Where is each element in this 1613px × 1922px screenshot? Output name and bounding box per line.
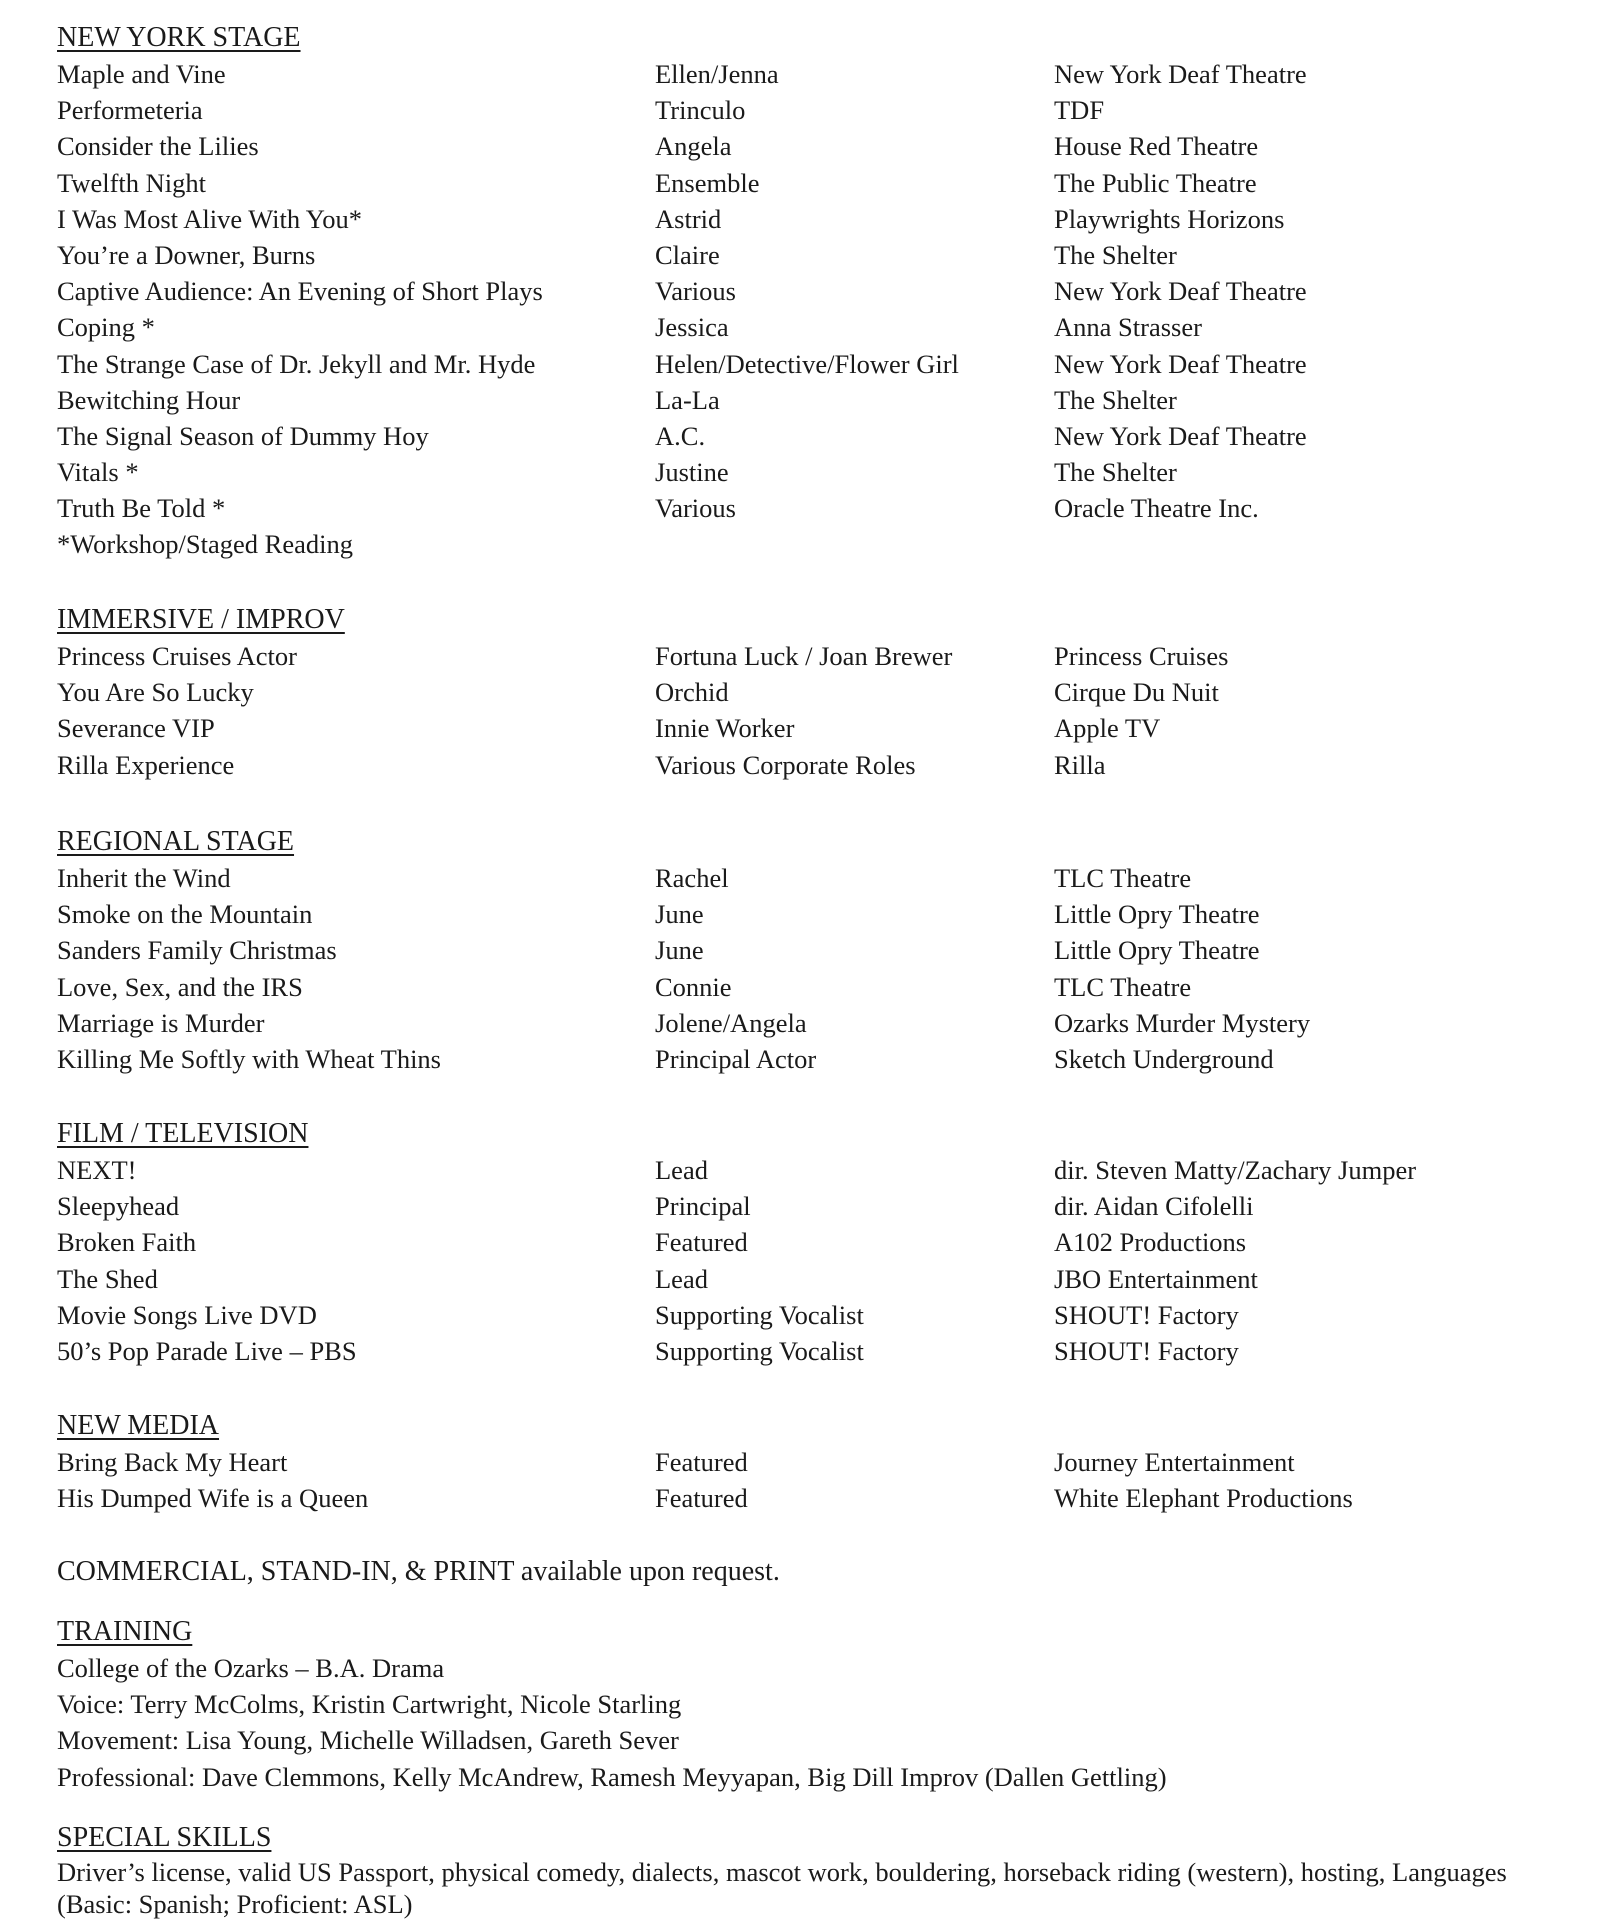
credit-title: You Are So Lucky <box>57 677 254 708</box>
credit-row <box>57 1333 1577 1369</box>
credit-company: dir. Steven Matty/Zachary Jumper <box>1054 1155 1417 1185</box>
credit-role: Featured <box>655 1483 748 1514</box>
credit-row <box>57 346 1577 382</box>
credit-title: Coping * <box>57 312 155 343</box>
credit-role: Featured <box>655 1227 748 1258</box>
section-heading: FILM / TELEVISION <box>57 1118 309 1149</box>
credit-role: Featured <box>655 1447 748 1477</box>
credit-role: Lead <box>655 1155 708 1185</box>
credit-role: Various Corporate Roles <box>655 749 916 780</box>
credit-title: Marriage is Murder <box>57 1007 265 1038</box>
credit-title: Vitals * <box>57 457 139 488</box>
credit-row <box>57 273 1577 309</box>
credit-role: Various <box>655 276 736 307</box>
credit-role: Supporting Vocalist <box>655 1335 864 1366</box>
credits-table <box>57 1152 1577 1369</box>
credit-row <box>57 309 1577 345</box>
credit-row <box>57 747 1577 783</box>
training-line: College of the Ozarks – B.A. Drama <box>57 1653 445 1683</box>
credit-row <box>57 201 1577 237</box>
credit-role: Claire <box>655 239 720 270</box>
credit-title: Bewitching Hour <box>57 384 241 415</box>
credit-row <box>57 454 1577 490</box>
training-line: Professional: Dave Clemmons, Kelly McAndrew, Ramesh Meyyapan, Big Dill Improv (Dallen Gettling) <box>57 1761 1167 1792</box>
credit-company: New York Deaf Theatre <box>1054 420 1307 451</box>
credit-title: Love, Sex, and the IRS <box>57 971 303 1002</box>
section-heading: IMMERSIVE / IMPROV <box>57 604 345 635</box>
credit-row <box>57 674 1577 710</box>
section-heading: NEW MEDIA <box>57 1410 220 1441</box>
credits-table <box>57 638 1577 783</box>
credit-role: Justine <box>655 457 729 488</box>
credit-role: Helen/Detective/Flower Girl <box>655 348 959 379</box>
credit-title: Killing Me Softly with Wheat Thins <box>57 1043 441 1074</box>
credit-row <box>57 710 1577 746</box>
credit-row <box>57 1041 1577 1077</box>
credit-title: Truth Be Told * <box>57 493 226 524</box>
credit-role: Orchid <box>655 677 729 708</box>
credit-company: House Red Theatre <box>1054 131 1259 162</box>
credit-title: You’re a Downer, Burns <box>57 239 316 270</box>
credit-company: New York Deaf Theatre <box>1054 276 1307 307</box>
credit-role: Fortuna Luck / Joan Brewer <box>655 641 953 671</box>
credit-row <box>57 1480 1577 1516</box>
credit-row <box>57 896 1577 932</box>
credit-row <box>57 1261 1577 1297</box>
credit-company: White Elephant Productions <box>1054 1483 1353 1514</box>
credit-row <box>57 1188 1577 1224</box>
section-new-york-stage <box>57 20 1577 562</box>
credit-row <box>57 237 1577 273</box>
credit-company: dir. Aidan Cifolelli <box>1054 1191 1254 1222</box>
credit-role: Trinculo <box>655 95 746 126</box>
credit-row <box>57 165 1577 201</box>
credit-title: The Shed <box>57 1263 158 1294</box>
credit-title: 50’s Pop Parade Live – PBS <box>57 1335 357 1366</box>
credit-company: Ozarks Murder Mystery <box>1054 1007 1311 1038</box>
credit-title: Smoke on the Mountain <box>57 899 313 930</box>
section-special-skills <box>57 1820 1577 1920</box>
credit-role: A.C. <box>655 420 706 451</box>
credit-company: Little Opry Theatre <box>1054 899 1260 930</box>
credit-company: TLC Theatre <box>1054 971 1192 1002</box>
credit-role: Lead <box>655 1263 708 1294</box>
training-line: Voice: Terry McColms, Kristin Cartwright, Nicole Starling <box>57 1689 682 1720</box>
credit-row <box>57 56 1577 92</box>
credit-title: Performeteria <box>57 95 203 126</box>
training-line: Movement: Lisa Young, Michelle Willadsen, Gareth Sever <box>57 1725 679 1756</box>
credit-company: Journey Entertainment <box>1054 1447 1295 1477</box>
credit-company: Apple TV <box>1054 713 1161 744</box>
credit-title: Princess Cruises Actor <box>57 641 297 671</box>
credit-role: June <box>655 935 704 966</box>
credit-role: La-La <box>655 384 720 415</box>
credit-row <box>57 490 1577 526</box>
credit-row <box>57 418 1577 454</box>
credit-company: TDF <box>1054 95 1105 126</box>
credit-role: Rachel <box>655 863 729 893</box>
credit-title: Sanders Family Christmas <box>57 935 337 966</box>
credit-title: Severance VIP <box>57 713 215 744</box>
credit-role: Jolene/Angela <box>655 1007 807 1038</box>
credit-company: JBO Entertainment <box>1054 1263 1258 1294</box>
credit-company: The Shelter <box>1054 457 1177 488</box>
section-film-television <box>57 1116 1577 1369</box>
credit-role: Supporting Vocalist <box>655 1299 864 1330</box>
credit-company: The Shelter <box>1054 384 1177 415</box>
credit-company: The Public Theatre <box>1054 167 1257 198</box>
section-heading: NEW YORK STAGE <box>57 22 301 53</box>
credit-row <box>57 382 1577 418</box>
credit-company: Little Opry Theatre <box>1054 935 1260 966</box>
credit-role: June <box>655 899 704 930</box>
credit-row <box>57 638 1577 674</box>
credit-row <box>57 932 1577 968</box>
section-heading: SPECIAL SKILLS <box>57 1822 272 1853</box>
credits-table <box>57 1444 1577 1516</box>
credit-row <box>57 128 1577 164</box>
credit-role: Principal Actor <box>655 1043 817 1074</box>
credit-role: Innie Worker <box>655 713 795 744</box>
credit-title: Movie Songs Live DVD <box>57 1299 317 1330</box>
credit-company: Rilla <box>1054 749 1106 780</box>
credit-row <box>57 92 1577 128</box>
credit-title: Inherit the Wind <box>57 863 231 893</box>
credit-company: Playwrights Horizons <box>1054 203 1285 234</box>
credit-title: Maple and Vine <box>57 59 226 89</box>
credit-company: Cirque Du Nuit <box>1054 677 1219 708</box>
section-heading: TRAINING <box>57 1616 193 1647</box>
credit-company: New York Deaf Theatre <box>1054 348 1307 379</box>
section-immersive-improv <box>57 602 1577 783</box>
credit-company: SHOUT! Factory <box>1054 1299 1239 1330</box>
credit-company: TLC Theatre <box>1054 863 1192 893</box>
credit-role: Ellen/Jenna <box>655 59 779 89</box>
credit-title: The Strange Case of Dr. Jekyll and Mr. Hyde <box>57 348 536 379</box>
workshop-note: *Workshop/Staged Reading <box>57 529 353 560</box>
credit-role: Ensemble <box>655 167 760 198</box>
credit-company: New York Deaf Theatre <box>1054 59 1307 89</box>
credit-title: Sleepyhead <box>57 1191 180 1222</box>
section-regional-stage <box>57 824 1577 1077</box>
credit-company: SHOUT! Factory <box>1054 1335 1239 1366</box>
credit-title: Broken Faith <box>57 1227 197 1258</box>
commercial-statement: COMMERCIAL, STAND-IN, & PRINT available upon request. <box>57 1556 780 1587</box>
credit-row <box>57 1297 1577 1333</box>
credit-company: A102 Productions <box>1054 1227 1247 1258</box>
credit-row <box>57 1152 1577 1188</box>
credit-title: The Signal Season of Dummy Hoy <box>57 420 429 451</box>
special-skills-text: Driver’s license, valid US Passport, physical comedy, dialects, mascot work, bouldering, horseback riding (western), hosting, Languages (Basic: Spanish; Proficient: ASL) <box>57 1857 1507 1919</box>
credit-company: Oracle Theatre Inc. <box>1054 493 1259 524</box>
credit-role: Jessica <box>655 312 729 343</box>
credits-table <box>57 56 1577 526</box>
credit-company: Sketch Underground <box>1054 1043 1274 1074</box>
credit-role: Principal <box>655 1191 751 1222</box>
credit-row <box>57 969 1577 1005</box>
credit-company: Anna Strasser <box>1054 312 1202 343</box>
credit-title: Twelfth Night <box>57 167 207 198</box>
credits-table <box>57 860 1577 1077</box>
credit-role: Various <box>655 493 736 524</box>
credit-role: Astrid <box>655 203 722 234</box>
credit-title: Captive Audience: An Evening of Short Plays <box>57 276 543 307</box>
credit-role: Connie <box>655 971 732 1002</box>
credit-title: I Was Most Alive With You* <box>57 203 363 234</box>
credit-title: NEXT! <box>57 1155 137 1185</box>
section-training <box>57 1614 1577 1795</box>
credit-row <box>57 1224 1577 1260</box>
credit-row <box>57 860 1577 896</box>
section-heading: REGIONAL STAGE <box>57 826 295 857</box>
credit-row <box>57 1005 1577 1041</box>
credit-role: Angela <box>655 131 732 162</box>
credit-title: Rilla Experience <box>57 749 235 780</box>
credit-row <box>57 1444 1577 1480</box>
credit-title: His Dumped Wife is a Queen <box>57 1483 369 1514</box>
credit-title: Bring Back My Heart <box>57 1447 288 1477</box>
section-new-media <box>57 1408 1577 1516</box>
credit-title: Consider the Lilies <box>57 131 259 162</box>
credit-company: The Shelter <box>1054 239 1177 270</box>
credit-company: Princess Cruises <box>1054 641 1229 671</box>
